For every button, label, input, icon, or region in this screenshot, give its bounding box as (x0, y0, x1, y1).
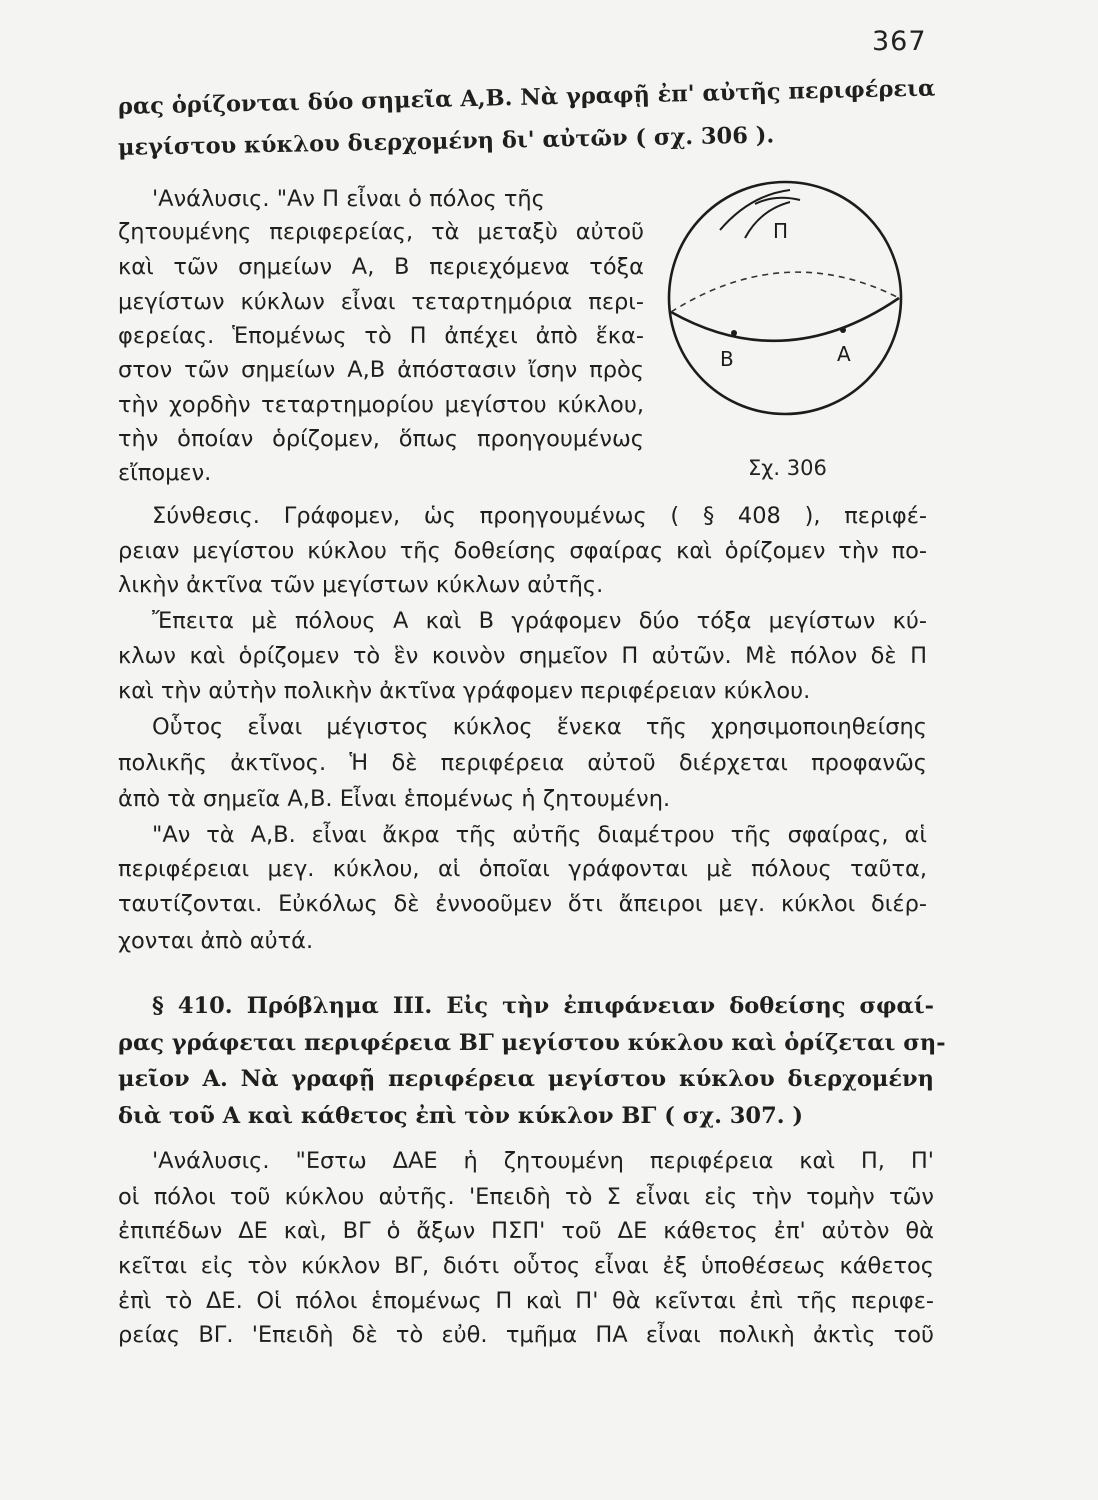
text-line: εἴπομεν. (118, 460, 212, 486)
text-line: ἀπὸ τὰ σημεῖα Α,Β. Εἶναι ἑπομένως ἡ ζητουμένη. (118, 786, 671, 812)
text-line: ρειαν μεγίστου κύκλου τῆς δοθείσης σφαίρας καὶ ὁρίζομεν τὴν πο- (118, 538, 927, 564)
section-heading: § 410. Πρόβλημα ΙΙΙ. Εἰς τὴν ἐπιφάνειαν δοθείσης σφαί- (152, 993, 934, 1019)
text-line: 'Ανάλυσις. "Εστω ΔΑΕ ἡ ζητουμένη περιφέρεια καὶ Π, Π' (152, 1148, 934, 1174)
text-line: καὶ τὴν αὐτὴν πολικὴν ἀκτῖνα γράφομεν περιφέρειαν κύκλου. (118, 678, 811, 704)
text-line: Σύνθεσις. Γράφομεν, ὡς προηγουμένως ( § 408 ), περιφέ- (152, 503, 927, 529)
text-line: οἱ πόλοι τοῦ κύκλου αὐτῆς. 'Επειδὴ τὸ Σ εἶναι εἰς τὴν τομὴν τῶν (118, 1184, 934, 1210)
sphere-figure (660, 180, 920, 480)
text-line: μεγίστου κύκλου διερχομένη δι' αὐτῶν ( σχ. 306 ). (117, 122, 775, 161)
text-line: κλων καὶ ὁρίζομεν τὸ ἓν κοινὸν σημεῖον Π αὐτῶν. Μὲ πόλον δὲ Π (118, 643, 927, 669)
figure-label-a: Α (837, 342, 851, 366)
text-line: ζητουμένης περιφερείας, τὰ μεταξὺ αὐτοῦ (118, 219, 644, 245)
page-number: 367 (872, 26, 927, 57)
text-line: "Αν τὰ Α,Β. εἶναι ἄκρα τῆς αὐτῆς διαμέτρου τῆς σφαίρας, αἱ (152, 822, 927, 848)
text-line: κεῖται εἰς τὸν κύκλον ΒΓ, διότι οὗτος εἶναι ἐξ ὑποθέσεως κάθετος (118, 1253, 934, 1279)
figure-caption: Σχ. 306 (748, 456, 827, 480)
text-line: μεγίστων κύκλων εἶναι τεταρτημόρια περι- (118, 289, 644, 315)
text-line: ταυτίζονται. Εὐκόλως δὲ ἐννοοῦμεν ὅτι ἄπειροι μεγ. κύκλοι διέρ- (118, 891, 927, 917)
text-line: ρας γράφεται περιφέρεια ΒΓ μεγίστου κύκλου καὶ ὁρίζεται ση- (118, 1030, 946, 1056)
figure-label-pole: Π (773, 219, 789, 243)
text-line: πολικῆς ἀκτῖνος. Ἡ δὲ περιφέρεια αὐτοῦ διέρχεται προφανῶς (118, 750, 927, 776)
text-line: ἐπιπέδων ΔΕ καὶ, ΒΓ ὁ ἄξων ΠΣΠ' τοῦ ΔΕ κάθετος ἐπ' αὐτὸν θὰ (118, 1218, 934, 1244)
text-line: λικὴν ἀκτῖνα τῶν μεγίστων κύκλων αὐτῆς. (118, 572, 604, 598)
text-line: καὶ τῶν σημείων Α, Β περιεχόμενα τόξα (118, 254, 644, 280)
text-line: Ἔπειτα μὲ πόλους Α καὶ Β γράφομεν δύο τόξα μεγίστων κύ- (152, 608, 927, 634)
text-line: τὴν ὁποίαν ὁρίζομεν, ὅπως προηγουμένως (118, 426, 644, 452)
text-line: φερείας. Ἑπομένως τὸ Π ἀπέχει ἀπὸ ἕκα- (118, 323, 644, 349)
text-line: μεῖον Α. Νὰ γραφῇ περιφέρεια μεγίστου κύκλου διερχομένη (118, 1066, 934, 1092)
text-line: διὰ τοῦ Α καὶ κάθετος ἐπὶ τὸν κύκλον ΒΓ ( σχ. 307. ) (118, 1103, 804, 1129)
text-line: ρείας ΒΓ. 'Επειδὴ δὲ τὸ εὐθ. τμῆμα ΠΑ εἶναι πολικὴ ἀκτὶς τοῦ (118, 1322, 934, 1348)
text-line: περιφέρειαι μεγ. κύκλου, αἱ ὁποῖαι γράφονται μὲ πόλους ταῦτα, (118, 856, 927, 882)
text-line: 'Ανάλυσις. "Αν Π εἶναι ὁ πόλος τῆς (152, 186, 545, 212)
text-line: Οὗτος εἶναι μέγιστος κύκλος ἕνεκα τῆς χρησιμοποιηθείσης (152, 714, 927, 740)
text-line: χονται ἀπὸ αὐτά. (118, 928, 314, 954)
text-line: στον τῶν σημείων Α,Β ἀπόστασιν ἴσην πρὸς (118, 357, 644, 383)
text-line: ρας ὁρίζονται δύο σημεῖα Α,Β. Νὰ γραφῇ ἐπ' αὐτῆς περιφέρεια (117, 75, 936, 120)
sphere-diagram-icon (660, 180, 920, 440)
text-line: ἐπὶ τὸ ΔΕ. Οἱ πόλοι ἑπομένως Π καὶ Π' θὰ κεῖνται ἐπὶ τῆς περιφε- (118, 1288, 934, 1314)
figure-label-b: Β (720, 347, 734, 371)
text-line: τὴν χορδὴν τεταρτημορίου μεγίστου κύκλου, (118, 392, 644, 418)
